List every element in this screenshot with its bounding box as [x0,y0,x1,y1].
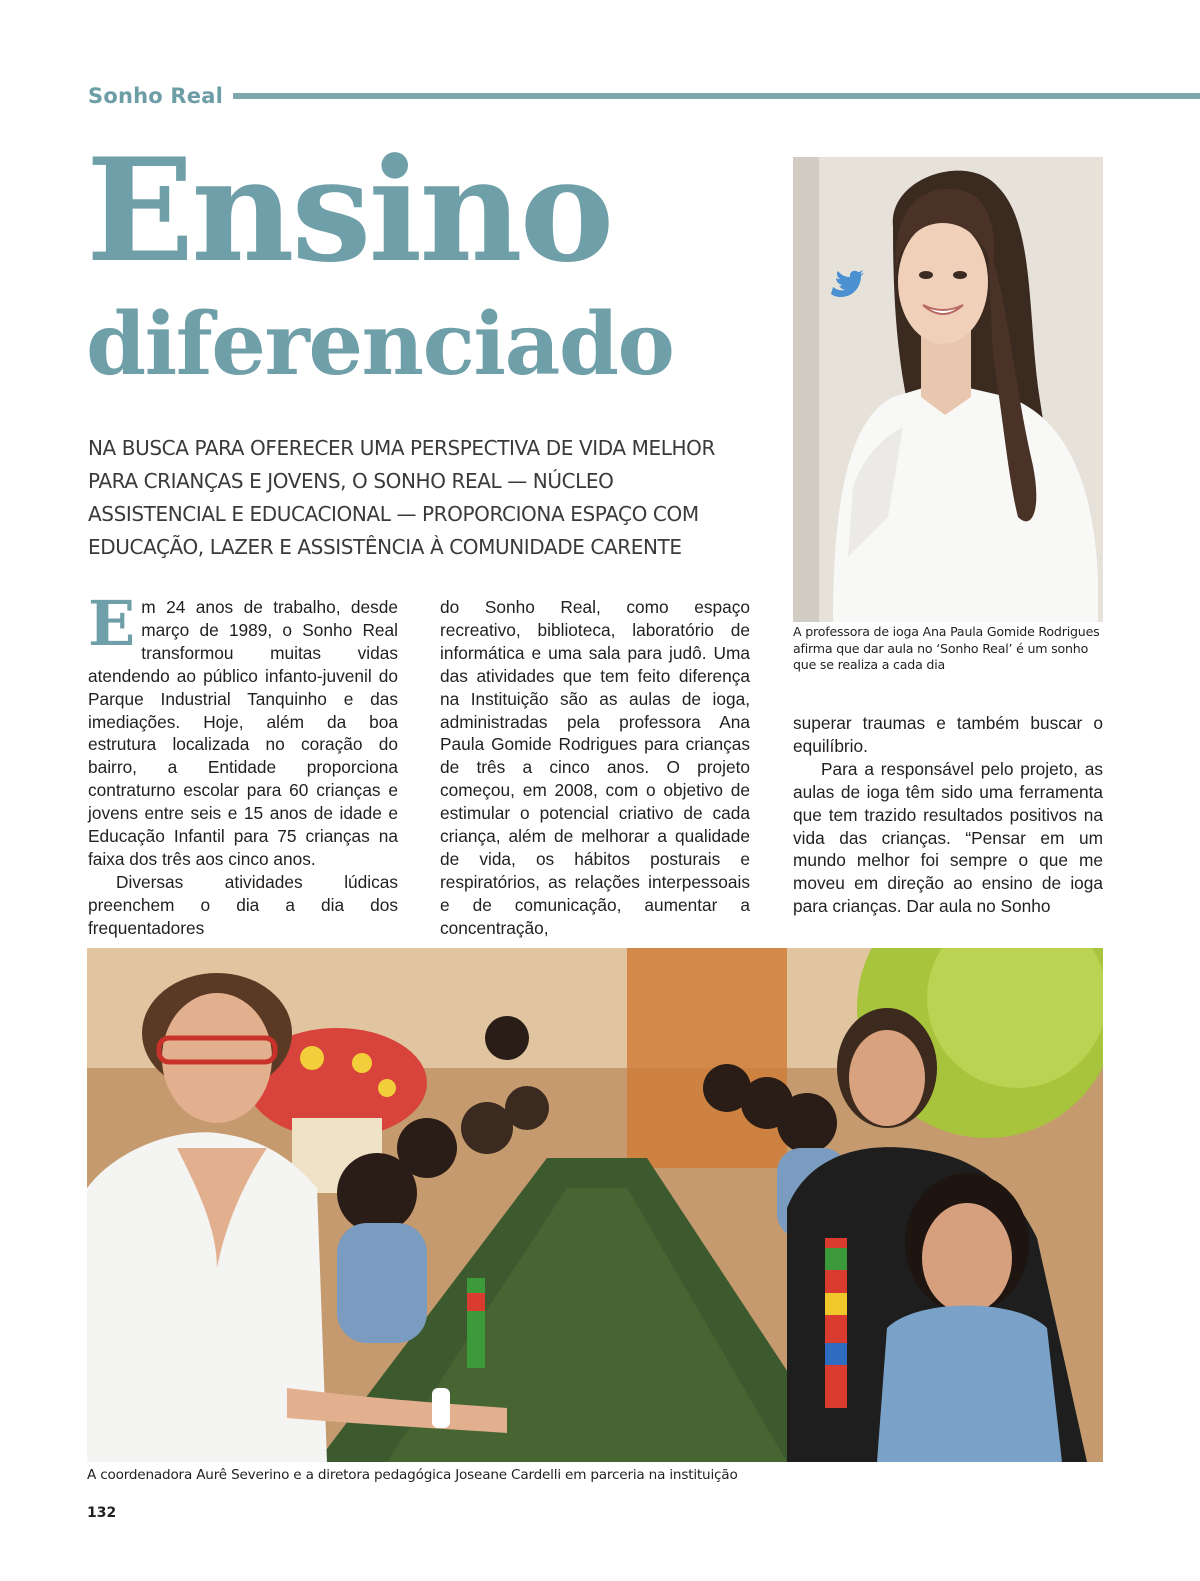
drop-cap: E [88,587,136,660]
intro-deck: NA BUSCA PARA OFERECER UMA PERSPECTIVA DE VIDA MELHOR PARA CRIANÇAS E JOVENS, O SONHO REAL — NÚCLEO ASSISTENCIAL E EDUCACIONAL — PROPORCIONA ESPAÇO COM EDUCAÇÃO, LAZER E ASSISTÊNCIA À COMUNIDADE CARENTE [88,436,715,559]
classroom-illustration [87,948,1103,1462]
paragraph: Diversas atividades lúdicas preenchem o dia a dia dos frequentadores [88,871,398,938]
paragraph-text: m 24 anos de trabalho, desde março de 1989, o Sonho Real transformou muitas vidas atendendo ao público infanto-juvenil do Parque Industrial Tanquinho e das imediações. Hoje, além da boa estrutura localizada no coração do bairro, a Entidade proporciona contraturno escolar para 60 crianças e jovens entre seis e 15 anos de idade e Educação Infantil para 75 crianças na faixa dos três aos cinco anos. [88,597,398,869]
headline-line-1: Ensino [86,128,612,294]
section-label: Sonho Real [88,84,223,108]
classroom-photo [87,948,1103,1462]
portrait-caption: A professora de ioga Ana Paula Gomide Rodrigues afirma que dar aula no ‘Sonho Real’ é um sonho que se realiza a cada dia [793,624,1100,672]
paragraph [88,587,398,871]
teacher-portrait-illustration [793,157,1103,622]
article-column-1 [88,587,398,940]
article-column-2 [440,596,750,940]
teacher-portrait-photo [793,157,1103,622]
paragraph: do Sonho Real, como espaço recreativo, biblioteca, laboratório de informática e uma sala para judô. Uma das atividades que tem feito diferença na Instituição são as aulas de ioga, administradas pela professora Ana Paula Gomide Rodrigues para crianças de três a cinco anos. O projeto começou, em 2008, com o objetivo de estimular o potencial criativo de cada criança, além de melhorar a qualidade de vida, os hábitos posturais e respiratórios, as relações interpessoais e de comunicação, aumentar a concentração, [440,597,750,938]
section-divider-rule [233,93,1200,99]
paragraph: Para a responsável pelo projeto, as aulas de ioga têm sido uma ferramenta que tem trazido resultados positivos na vida das crianças. “Pensar em um mundo melhor foi sempre o que me moveu em direção ao ensino de ioga para crianças. Dar aula no Sonho [793,758,1103,917]
page-number: 132 [87,1505,117,1521]
paragraph: superar traumas e também buscar o equilíbrio. [793,713,1103,756]
classroom-caption: A coordenadora Aurê Severino e a diretora pedagógica Joseane Cardelli em parceria na instituição [87,1467,738,1483]
headline-line-2: diferenciado [86,294,674,395]
article-column-3 [793,712,1103,918]
